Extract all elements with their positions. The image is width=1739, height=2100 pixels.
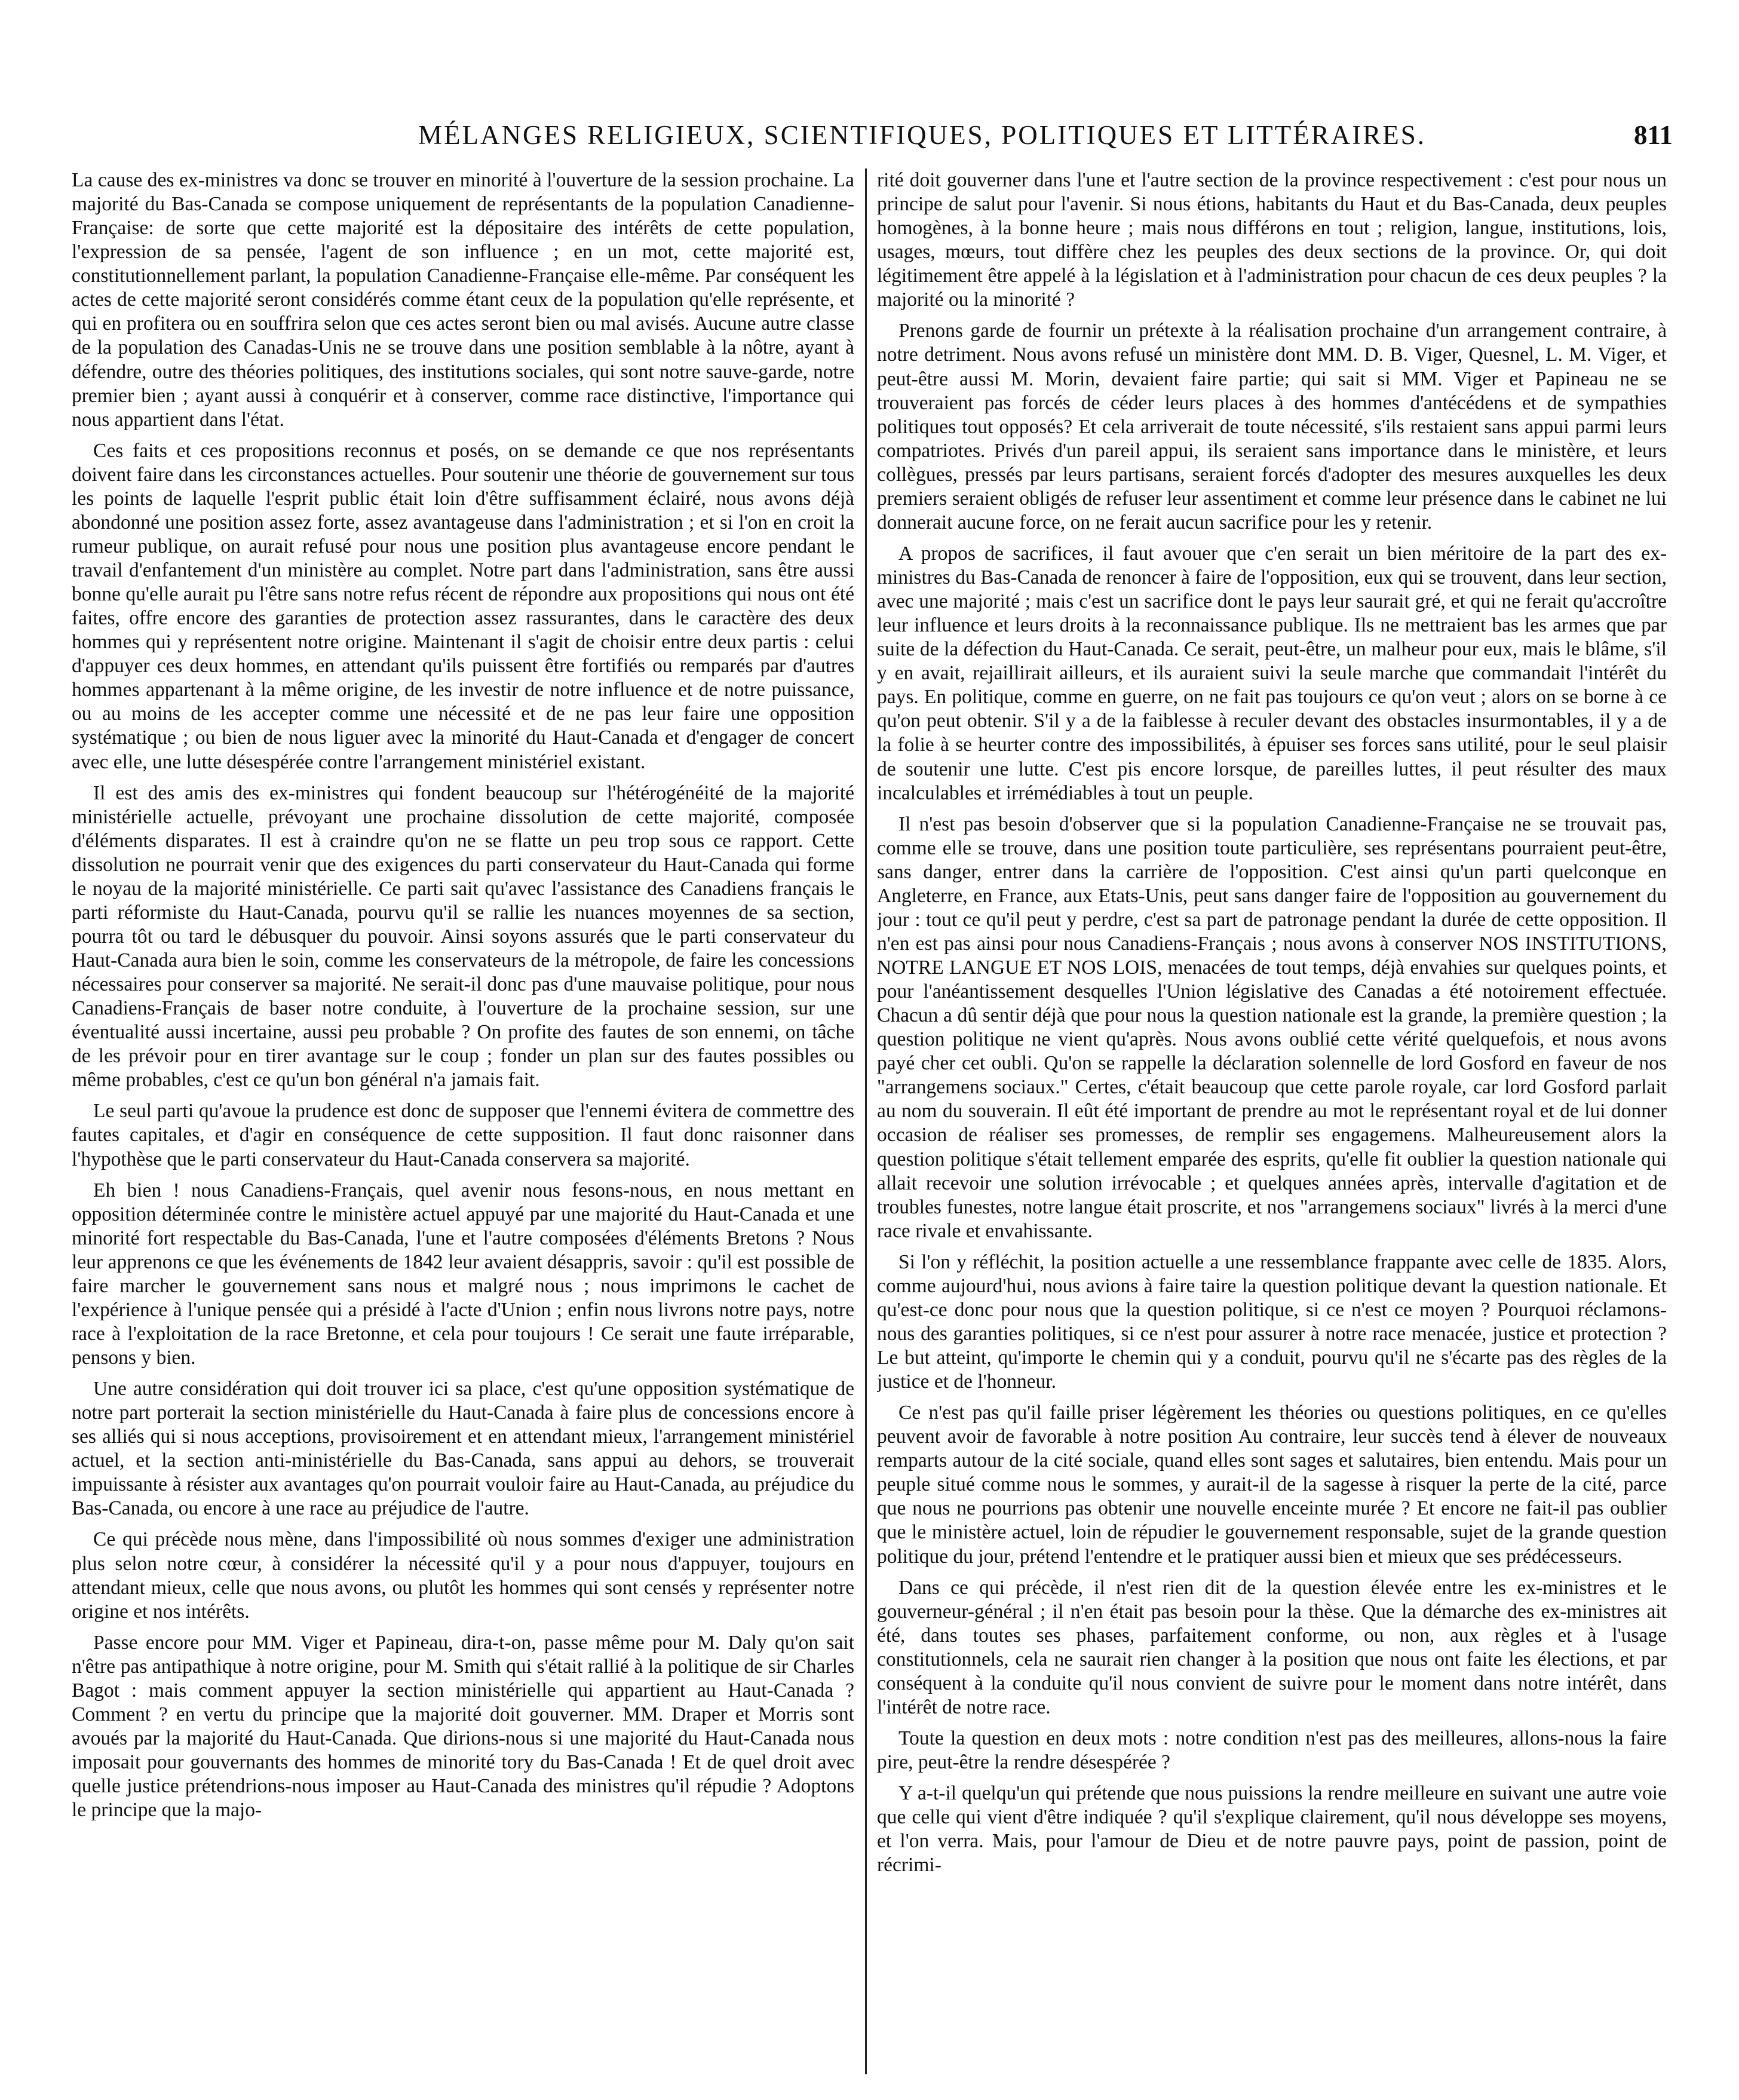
running-title: MÉLANGES RELIGIEUX, SCIENTIFIQUES, POLITIQUES ET LITTÉRAIRES. [418, 120, 1427, 150]
right-column [877, 168, 1667, 2080]
paragraph: Il n'est pas besoin d'observer que si la population Canadienne-Française ne se trouvait pas, comme elle se trouve, dans une position toute particulière, ses représentans pourraient peut-être, sans danger, entrer dans la carrière de l'opposition. C'est ainsi qu'un parti quelconque en Angleterre, en France, aux Etats-Unis, peut sans danger faire de l'opposition au gouvernement du jour : tout ce qu'il peut y perdre, c'est sa part de patronage pendant la durée de cette opposition. Il n'en est pas ainsi pour nous Canadiens-Français ; nous avons à conserver NOS INSTITUTIONS, NOTRE LANGUE ET NOS LOIS, menacées de tout temps, déjà envahies sur quelques points, et pour l'anéantissement desquelles l'Union législative des Canadas a été notoirement effectuée. Chacun a dû sentir déjà que pour nous la question nationale est la grande, la première question ; la question politique ne vient qu'après. Nous avons oublié cette vérité quelquefois, et nous avons payé cher cet oubli. Qu'on se rappelle la déclaration solennelle de lord Gosford en faveur de nos "arrangemens sociaux." Certes, c'était beaucoup que cette parole royale, car lord Gosford parlait au nom du souverain. Il eût été important de prendre au mot le représentant royal et de lui donner occasion de réaliser ses promesses, de remplir ses engagemens. Malheureusement alors la question politique s'était tellement emparée des esprits, qu'elle fit oublier la question nationale qui allait recevoir une solution irrévocable ; et quelques années après, intervalle d'agitation et de troubles funestes, notre langue était proscrite, et nos "arrangemens sociaux" livrés à la merci d'une race rivale et envahissante. [877, 813, 1667, 1242]
paragraph: Il est des amis des ex-ministres qui fondent beaucoup sur l'hétérogénéité de la majorité ministérielle actuelle, prévoyant une prochaine dissolution de cette majorité, composée d'éléments disparates. Il est à craindre qu'on ne se flatte un peu trop sous ce rapport. Cette dissolution ne pourrait venir que des exigences du parti conservateur du Haut-Canada qui forme le noyau de la majorité ministérielle. Ce parti sait qu'avec l'assistance des Canadiens français le parti réformiste du Haut-Canada, pourvu qu'il se rallie les nuances moyennes de sa section, pourra tôt ou tard le débusquer du pouvoir. Ainsi soyons assurés que le parti conservateur du Haut-Canada aura bien le soin, comme les conservateurs de la métropole, de faire les concessions nécessaires pour conserver sa majorité. Ne serait-il donc pas d'une mauvaise politique, pour nous Canadiens-Français de baser notre conduite, à l'ouverture de la prochaine session, sur une éventualité aussi incertaine, aussi peu probable ? On profite des fautes de son ennemi, on tâche de les prévoir pour en tirer avantage sur le coup ; fonder un plan sur des fautes possibles ou même probables, c'est ce qu'un bon général n'a jamais fait. [72, 781, 854, 1092]
paragraph: Y a-t-il quelqu'un qui prétende que nous puissions la rendre meilleure en suivant une autre voie que celle qui vient d'être indiquée ? qu'il s'explique clairement, qu'il nous développe ses moyens, et l'on verra. Mais, pour l'amour de Dieu et de notre pauvre pays, point de passion, point de récrimi- [877, 1782, 1667, 1877]
paragraph: Passe encore pour MM. Viger et Papineau, dira-t-on, passe même pour M. Daly qu'on sait n'être pas antipathique à notre origine, pour M. Smith qui s'était rallié à la politique de sir Charles Bagot : mais comment appuyer la section ministérielle qui appartient au Haut-Canada ? Comment ? en vertu du principe que la majorité doit gouverner. MM. Draper et Morris sont avoués par la majorité du Haut-Canada. Que dirions-nous si une majorité du Haut-Canada nous imposait pour gouvernants des hommes de minorité tory du Bas-Canada ! Et de quel droit avec quelle justice prétendrions-nous imposer au Haut-Canada des ministres qu'il répudie ? Adoptons le principe que la majo- [72, 1631, 854, 1822]
paragraph: Prenons garde de fournir un prétexte à la réalisation prochaine d'un arrangement contraire, à notre detriment. Nous avons refusé un ministère dont MM. D. B. Viger, Quesnel, L. M. Viger, et peut-être aussi M. Morin, devaient faire partie; qui sait si MM. Viger et Papineau ne se trouveraient pas forcés de céder leurs places à des hommes d'antécédens et de sympathies politiques tout opposés? Et cela arriverait de toute nécessité, s'ils restaient sans appui parmi leurs compatriotes. Privés d'un pareil appui, ils seraient sans importance dans le ministère, et leurs collègues, pressés par leurs partisans, seraient forcés d'adopter des mesures auxquelles les deux premiers seraient obligés de refuser leur assentiment et comme leur présence dans le cabinet ne lui donnerait aucune force, on ne ferait aucun sacrifice pour les y retenir. [877, 320, 1667, 534]
paragraph: Une autre considération qui doit trouver ici sa place, c'est qu'une opposition systématique de notre part porterait la section ministérielle du Haut-Canada à faire plus de concessions encore à ses alliés qui si nous acceptions, provisoirement et en attendant mieux, l'arrangement ministériel actuel, et la section anti-ministérielle du Bas-Canada, sans appui au dehors, se trouverait impuissante à résister aux avantages qu'on pourrait vouloir faire au Haut-Canada, au préjudice du Bas-Canada, ou encore à une race au préjudice de l'autre. [72, 1378, 854, 1520]
paragraph: La cause des ex-ministres va donc se trouver en minorité à l'ouverture de la session prochaine. La majorité du Bas-Canada se compose uniquement de représentants de la population Canadienne-Française: de sorte que cette majorité est la dépositaire des intérêts de cette population, l'expression de sa pensée, l'agent de son influence ; en un mot, cette majorité est, constitutionnellement parlant, la population Canadienne-Française elle-même. Par conséquent les actes de cette majorité seront considérés comme étant ceux de la population qu'elle représente, et qui en profitera ou en souffrira selon que ces actes seront bien ou mal avisés. Aucune autre classe de la population des Canadas-Unis ne se trouve dans une position semblable à la nôtre, ayant à défendre, outre des théories politiques, des institutions sociales, qui sont notre sauve-garde, notre premier bien ; ayant aussi à conquérir et à conserver, comme race distinctive, l'importance qui nous appartient dans l'état. [72, 169, 854, 431]
paragraph: Eh bien ! nous Canadiens-Français, quel avenir nous fesons-nous, en nous mettant en opposition déterminée contre le ministère actuel appuyé par une majorité du Haut-Canada et une minorité fort respectable du Bas-Canada, l'une et l'autre composées d'éléments Bretons ? Nous leur apprenons ce que les événements de 1842 leur avaient désappris, savoir : qu'il est possible de faire marcher le gouvernement sans nous et malgré nous ; nous imprimons le cachet de l'expérience à l'unique pensée qui a présidé à l'acte d'Union ; enfin nous livrons notre pays, notre race à l'exploitation de la race Bretonne, et cela pour toujours ! Ce serait une faute irréparable, pensons y bien. [72, 1179, 854, 1369]
paragraph: Si l'on y réfléchit, la position actuelle a une ressemblance frappante avec celle de 1835. Alors, comme aujourd'hui, nous avions à faire taire la question politique devant la question nationale. Et qu'est-ce donc pour nous que la question politique, si ce n'est ce moyen ? Pourquoi réclamons-nous des garanties politiques, si ce n'est pour assurer à notre race menacée, justice et protection ? Le but atteint, qu'importe le chemin qui y a conduit, pourvu qu'il ne s'écarte pas des règles de la justice et de l'honneur. [877, 1250, 1667, 1393]
paragraph: Toute la question en deux mots : notre condition n'est pas des meilleures, allons-nous la faire pire, peut-être la rendre désespérée ? [877, 1727, 1667, 1773]
column-divider [865, 168, 867, 2074]
page-number: 811 [1633, 120, 1673, 150]
left-column [72, 168, 854, 2080]
paragraph: Ce qui précède nous mène, dans l'impossibilité où nous sommes d'exiger une administration plus selon notre cœur, à considérer la nécessité qu'il y a pour nous d'appuyer, toujours en attendant mieux, celle que nous avons, ou plutôt les hommes qui sont censés y représenter notre origine et nos intérêts. [72, 1528, 854, 1623]
paragraph: Ces faits et ces propositions reconnus et posés, on se demande ce que nos représentants doivent faire dans les circonstances actuelles. Pour soutenir une théorie de gouvernement sur tous les points de laquelle l'esprit public était loin d'être suffisamment éclairé, nous avons déjà abondonné une position assez forte, assez avantageuse dans l'administration ; et si l'on en croit la rumeur publique, on aurait refusé pour nous une position plus avantageuse encore pendant le travail d'enfantement d'un ministère au complet. Notre part dans l'administration, sans être aussi bonne qu'elle aurait pu l'être sans notre refus récent de répondre aux propositions qui nous ont été faites, offre encore des garanties de protection assez rassurantes, dans le caractère des deux hommes qui y représentent notre origine. Maintenant il s'agit de choisir entre deux partis : celui d'appuyer ces deux hommes, en attendant qu'ils puissent être fortifiés ou remparés par d'autres hommes appartenant à la même origine, de les investir de notre influence et de notre puissance, ou au moins de les accepter comme une nécessité et de ne pas leur faire une opposition systématique ; ou bien de nous liguer avec la minorité du Haut-Canada et d'engager de concert avec elle, une lutte désespérée contre l'arrangement ministériel existant. [72, 439, 854, 773]
paragraph: Le seul parti qu'avoue la prudence est donc de supposer que l'ennemi évitera de commettre des fautes capitales, et d'agir en conséquence de cette supposition. Il faut donc raisonner dans l'hypothèse que le parti conservateur du Haut-Canada conservera sa majorité. [72, 1100, 854, 1170]
paragraph: Dans ce qui précède, il n'est rien dit de la question élevée entre les ex-ministres et le gouverneur-général ; il n'en était pas besoin pour la thèse. Que la démarche des ex-ministres ait été, dans toutes ses phases, parfaitement conforme, ou non, aux règles et à l'usage constitutionnels, cela ne saurait rien changer à la position que nous ont faite les élections, et par conséquent à la conduite qu'il nous convient de suivre pour le moment dans notre intérêt, dans l'intérêt de notre race. [877, 1576, 1667, 1718]
paragraph: rité doit gouverner dans l'une et l'autre section de la province respectivement : c'est pour nous un principe de salut pour l'avenir. Si nous étions, habitants du Haut et du Bas-Canada, deux peuples homogènes, à la bonne heure ; mais nous différons en tout ; religion, langue, institutions, lois, usages, mœurs, tout diffère chez les peuples des deux sections de la province. Or, qui doit légitimement être appelé à la législation et à l'administration pour chacun de ces deux peuples ? la majorité ou la minorité ? [877, 169, 1667, 311]
paragraph: A propos de sacrifices, il faut avouer que c'en serait un bien méritoire de la part des ex-ministres du Bas-Canada de renoncer à faire de l'opposition, eux qui se trouvent, dans leur section, avec une majorité ; mais c'est un sacrifice dont le pays leur saurait gré, et qui ne ferait qu'accroître leur influence et leurs droits à la reconnaissance publique. Ils ne mettraient bas les armes que par suite de la défection du Haut-Canada. Ce serait, peut-être, un malheur pour eux, mais le blâme, s'il y en avait, rejaillirait ailleurs, et ils auraient suivi la seule marche que commandait l'intérêt du pays. En politique, comme en guerre, on ne fait pas toujours ce qu'on veut ; alors on se borne à ce qu'on peut obtenir. S'il y a de la faiblesse à reculer devant des obstacles insurmontables, il y a de la folie à se heurter contre des impossibilités, à épuiser ses forces sans utilité, pour le seul plaisir de soutenir une lutte. C'est pis encore lorsque, de pareilles luttes, il peut résulter des maux incalculables et irrémédiables à tout un peuple. [877, 542, 1667, 804]
paragraph: Ce n'est pas qu'il faille priser légèrement les théories ou questions politiques, en ce qu'elles peuvent avoir de favorable à notre position Au contraire, leur succès tend à élever de nouveaux remparts autour de la cité sociale, quand elles sont sages et salutaires, bien entendu. Mais pour un peuple situé comme nous le sommes, y aurait-il de la sagesse à risquer la perte de la cité, parce que nous ne pourrions pas obtenir une nouvelle enceinte murée ? Et encore ne fait-il pas oublier que le ministère actuel, loin de répudier le gouvernement responsable, sujet de la grande question politique du jour, prétend l'entendre et le pratiquer aussi bien et mieux que ses prédécesseurs. [877, 1402, 1667, 1568]
page-header [96, 119, 1673, 161]
